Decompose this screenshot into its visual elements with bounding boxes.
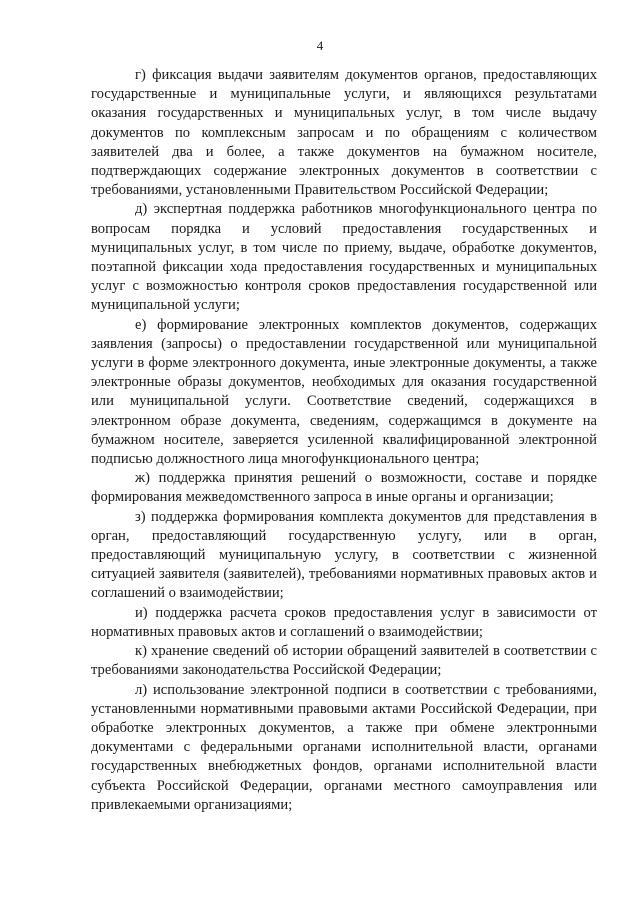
paragraph-l: л) использование электронной подписи в соответствии с требованиями, установленными нормативными правовыми актами Российской Федерации, при обработке электронных документов, а также при обмене электронными документами с федеральными органами исполнительной власти, органами государственных внебюджетных фондов, органами исполнительной власти субъекта Российской Федерации, органами местного самоуправления или привлекаемыми организациями;	[91, 681, 597, 813]
paragraph-i: и) поддержка расчета сроков предоставления услуг в зависимости от нормативных правовых актов и соглашений о взаимодействии;	[91, 604, 597, 640]
document-body	[91, 66, 597, 815]
paragraph-z: з) поддержка формирования комплекта документов для представления в орган, предоставляющий государственную услугу, или в орган, предоставляющий муниципальную услугу, в соответствии с жизненной ситуацией заявителя (заявителей), требованиями нормативных правовых актов и соглашений о взаимодействии;	[91, 508, 597, 602]
paragraph-e: е) формирование электронных комплектов документов, содержащих заявления (запросы) о предоставлении государственной или муниципальной услуги в форме электронного документа, иные электронные документы, а также электронные образы документов, необходимых для оказания государственной или муниципальной услуги. Соответствие сведений, содержащихся в электронном образе документа, сведениям, содержащимся в документе на бумажном носителе, заверяется усиленной квалифицированной электронной подписью должностного лица многофункционального центра;	[91, 316, 597, 468]
paragraph-zh: ж) поддержка принятия решений о возможности, составе и порядке формирования межведомственного запроса в иные органы и организации;	[91, 470, 597, 506]
page-number: 4	[316, 38, 324, 53]
paragraph-d: д) экспертная поддержка работников многофункционального центра по вопросам порядка и условий предоставления государственных и муниципальных услуг, в том числе по приему, выдаче, обработке документов, поэтапной фиксации хода предоставления государственных и муниципальных услуг с возможностью контроля сроков предоставления государственной или муниципальной услуги;	[91, 201, 597, 314]
paragraph-k: к) хранение сведений об истории обращений заявителей в соответствии с требованиями законодательства Российской Федерации;	[91, 643, 597, 679]
paragraph-g: г) фиксация выдачи заявителям документов органов, предоставляющих государственные и муниципальные услуги, и являющихся результатами оказания государственных и муниципальных услуг, в том числе выдачу документов по комплексным запросам и по обращениям с количеством заявителей два и более, а также документов на бумажном носителе, подтверждающих содержание электронных документов в соответствии с требованиями, установленными Правительством Российской Федерации;	[91, 67, 597, 199]
